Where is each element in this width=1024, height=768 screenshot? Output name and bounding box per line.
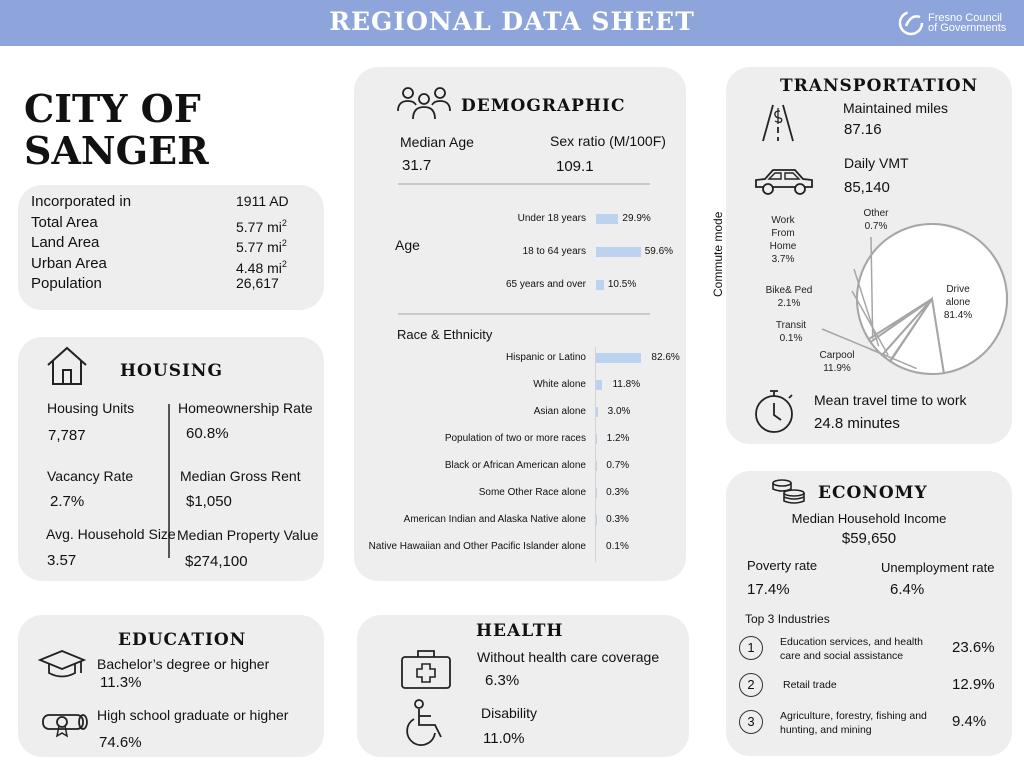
sex-ratio-value: 109.1 <box>556 158 594 175</box>
commute-slice-value: 0.7% <box>864 221 888 232</box>
industry-name: care and social assistance <box>780 650 904 662</box>
commute-axis-label: Commute mode <box>711 211 725 297</box>
industry-rank-badge: 3 <box>739 710 763 734</box>
housing-heading: HOUSING <box>120 361 223 381</box>
household-size-value: 3.57 <box>47 552 77 569</box>
stopwatch-icon <box>752 387 796 435</box>
bachelor-value: 11.3% <box>100 674 142 691</box>
industry-share-value: 23.6% <box>952 639 995 656</box>
race-label: Native Hawaiian and Other Pacific Islander alone <box>368 541 586 552</box>
coverage-label: Without health care coverage <box>477 649 660 665</box>
fact-label: Total Area <box>31 213 98 231</box>
city-facts-panel <box>18 185 324 310</box>
fact-superscript: 2 <box>281 238 287 248</box>
page-title: REGIONAL DATA SHEET <box>329 7 695 36</box>
industry-name: Retail trade <box>783 679 837 691</box>
disability-label: Disability <box>481 705 538 721</box>
housing-units-value: 7,787 <box>48 427 86 444</box>
disability-value: 11.0% <box>483 730 525 747</box>
commute-slice-value: 81.4% <box>943 310 973 321</box>
fact-value: 5.77 mi <box>236 218 282 235</box>
race-label: Population of two or more races <box>444 433 586 444</box>
daily-vmt-value: 85,140 <box>844 179 890 196</box>
city-title-line1: CITY OF <box>24 86 201 131</box>
poverty-rate-value: 17.4% <box>747 581 790 598</box>
race-label: Some Other Race alone <box>478 487 586 498</box>
race-bar-value: 0.3% <box>606 487 629 498</box>
commute-slice-label: Work <box>771 215 795 226</box>
median-age-label: Median Age <box>400 134 474 150</box>
demographic-divider-1 <box>398 183 650 185</box>
median-income-value: $59,650 <box>841 530 897 547</box>
health-panel <box>357 615 689 757</box>
demographic-divider-2 <box>398 313 650 315</box>
industry-name: Agriculture, forestry, fishing and <box>780 710 927 722</box>
race-bar <box>596 353 641 363</box>
commute-slice-value: 0.1% <box>779 333 803 344</box>
transportation-panel <box>711 67 1012 444</box>
education-panel <box>18 615 324 757</box>
age-group-label: 65 years and over <box>505 279 586 290</box>
age-bar-value: 29.9% <box>622 213 651 224</box>
race-bar <box>596 407 598 417</box>
race-chart-label: Race & Ethnicity <box>397 327 493 342</box>
race-label: American Indian and Alaska Native alone <box>403 514 586 525</box>
demographic-heading: DEMOGRAPHIC <box>461 96 626 116</box>
sex-ratio-label: Sex ratio (M/100F) <box>550 133 666 149</box>
median-income-label: Median Household Income <box>791 511 947 526</box>
unemployment-rate-label: Unemployment rate <box>881 560 995 575</box>
first-aid-kit-icon <box>400 648 452 690</box>
race-bar <box>596 434 597 444</box>
maintained-miles-label: Maintained miles <box>843 100 949 116</box>
wheelchair-icon <box>405 699 447 749</box>
highschool-value: 74.6% <box>99 734 142 751</box>
education-heading: EDUCATION <box>118 630 247 650</box>
fact-label: Incorporated in <box>31 193 132 210</box>
race-bar-value: 1.2% <box>606 433 630 444</box>
race-bar-value: 11.8% <box>612 379 641 390</box>
age-bar-value: 59.6% <box>644 246 674 257</box>
house-icon <box>44 345 90 387</box>
median-age-value: 31.7 <box>402 157 432 174</box>
age-bar <box>596 280 604 290</box>
property-value-label: Median Property Value <box>177 527 319 543</box>
fact-value-wrap <box>236 193 289 211</box>
race-bar-value: 82.6% <box>651 352 680 363</box>
fact-value: 26,617 <box>236 275 279 291</box>
fact-label: Land Area <box>31 234 100 251</box>
logo-text-line1: Fresno Council <box>928 12 1002 24</box>
race-bar-value: 0.7% <box>606 460 630 471</box>
transportation-heading: TRANSPORTATION <box>780 76 979 96</box>
fact-label: Population <box>31 275 102 292</box>
race-label: White alone <box>533 379 586 390</box>
graduation-cap-icon <box>38 649 86 681</box>
age-chart-label: Age <box>395 237 420 253</box>
demographic-panel <box>354 67 686 581</box>
health-heading: HEALTH <box>476 621 564 641</box>
median-rent-value: $1,050 <box>186 493 232 510</box>
age-bar <box>596 214 618 224</box>
commute-slice-label: Drive <box>946 284 970 295</box>
age-group-label: 18 to 64 years <box>522 246 586 257</box>
fact-value: 1911 AD <box>236 193 289 209</box>
commute-slice-label: Other <box>863 208 889 219</box>
age-bar-value: 10.5% <box>607 279 637 290</box>
bachelor-label: Bachelor’s degree or higher <box>97 656 270 672</box>
daily-vmt-label: Daily VMT <box>844 155 909 171</box>
travel-time-label: Mean travel time to work <box>814 392 967 408</box>
property-value-value: $274,100 <box>185 553 248 570</box>
industry-share-value: 12.9% <box>952 676 995 693</box>
economy-panel <box>726 471 1012 756</box>
commute-slice-label: Bike& Ped <box>765 285 813 296</box>
median-rent-label: Median Gross Rent <box>180 468 301 484</box>
fact-value: 4.48 mi <box>236 259 282 276</box>
vacancy-rate-label: Vacancy Rate <box>47 468 134 484</box>
race-bar <box>596 380 602 390</box>
industry-name: hunting, and mining <box>780 724 872 736</box>
coverage-value: 6.3% <box>485 672 520 689</box>
housing-panel <box>18 337 324 581</box>
commute-slice-label: Home <box>769 241 797 252</box>
commute-slice-label: alone <box>945 297 971 308</box>
race-label: Black or African American alone <box>444 460 586 471</box>
fact-value: 5.77 mi <box>236 239 282 255</box>
vacancy-rate-value: 2.7% <box>50 493 85 510</box>
top-industries-label: Top 3 Industries <box>745 612 830 626</box>
maintained-miles-value: 87.16 <box>844 121 882 138</box>
people-group-icon <box>396 85 452 121</box>
unemployment-rate-value: 6.4% <box>890 581 925 598</box>
industry-rank-badge: 2 <box>739 673 763 697</box>
race-label: Asian alone <box>533 406 586 417</box>
highschool-label: High school graduate or higher <box>97 707 289 723</box>
commute-slice-value: 3.7% <box>771 254 795 265</box>
travel-time-value: 24.8 minutes <box>814 415 900 432</box>
age-bar <box>596 247 641 257</box>
housing-units-label: Housing Units <box>47 400 135 416</box>
industry-name: Education services, and health <box>780 636 924 648</box>
fact-superscript: 2 <box>281 217 287 228</box>
fact-value-wrap <box>236 275 279 293</box>
economy-heading: ECONOMY <box>818 483 928 503</box>
race-bar-value: 3.0% <box>607 406 631 417</box>
header-banner <box>0 0 1024 46</box>
coin-stack-icon <box>770 477 808 505</box>
homeownership-label: Homeownership Rate <box>178 400 313 416</box>
race-bar-value: 0.1% <box>606 541 629 552</box>
commute-slice-label: Transit <box>775 320 807 331</box>
commute-slice-label: From <box>771 228 795 239</box>
industry-share-value: 9.4% <box>952 713 987 730</box>
diploma-icon <box>40 709 90 739</box>
household-size-label: Avg. Household Size <box>46 526 176 542</box>
age-group-label: Under 18 years <box>517 213 586 224</box>
homeownership-value: 60.8% <box>186 425 229 442</box>
race-bar-value: 0.3% <box>606 514 629 525</box>
council-logo <box>898 8 1016 38</box>
city-title <box>24 88 324 172</box>
race-label: Hispanic or Latino <box>505 352 586 363</box>
commute-slice-value: 11.9% <box>823 363 851 374</box>
poverty-rate-label: Poverty rate <box>747 558 818 573</box>
fact-superscript: 2 <box>281 258 287 269</box>
commute-slice-value: 2.1% <box>777 298 801 309</box>
logo-text-line2: of Governments <box>928 22 1007 34</box>
council-logo-icon <box>898 8 926 38</box>
commute-slice-label: Carpool <box>819 350 855 361</box>
city-title-line2: SANGER <box>24 128 209 173</box>
fact-label: Urban Area <box>31 254 107 272</box>
industry-rank-badge: 1 <box>739 636 763 660</box>
